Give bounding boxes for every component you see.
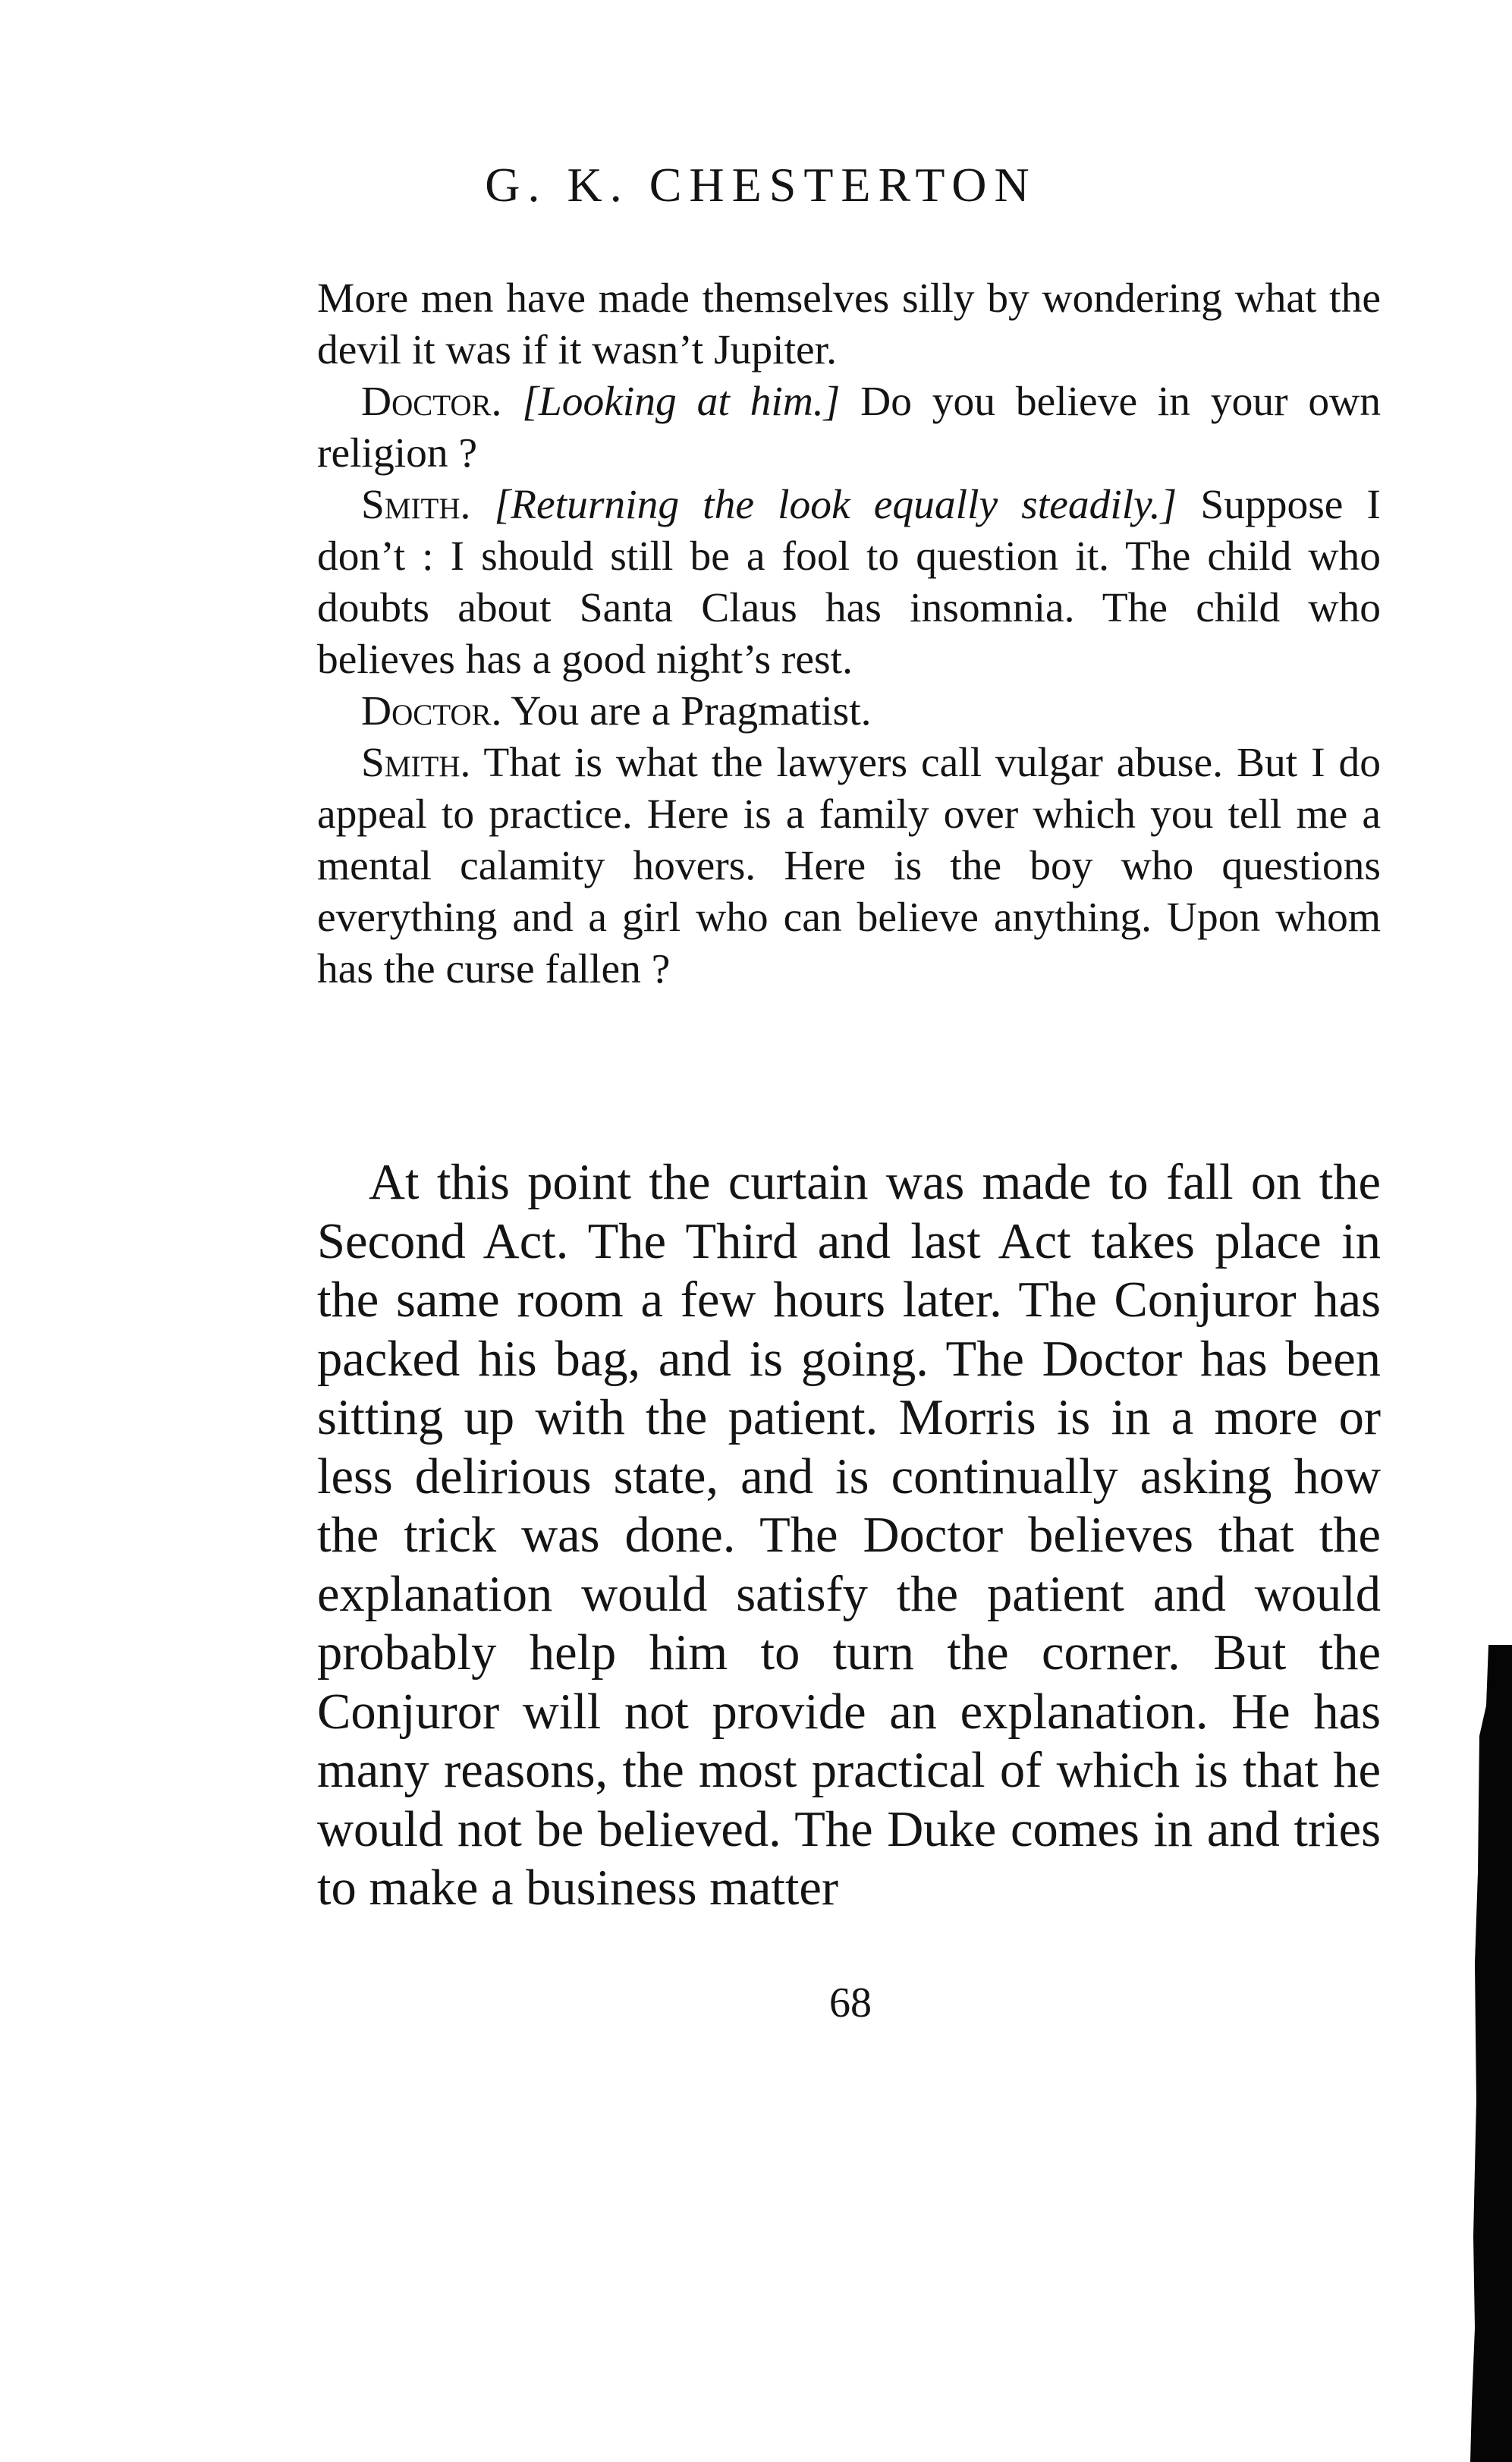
dialogue-block [317,273,1381,995]
speaker-name: Doctor. [361,379,502,425]
dialogue-text: Do you believe in your own religion ? [317,379,1382,476]
dialogue-text: That is what the lawyers call vulgar abuse. But I do appeal to practice. Here is a family over which you tell me a mental calamity hovers. Here is the boy who questions everything and a girl who can believe anything. Upon whom has the curse fallen ? [317,740,1381,992]
scanned-page-edge [1458,1645,1512,2462]
dialogue-text: You are a Pragmatist. [501,688,872,734]
dialogue-line-smith [317,480,1381,686]
dialogue-continuation [317,273,1381,376]
page-number: 68 [829,1979,872,2027]
speaker-name: Smith. [361,740,471,786]
dialogue-line-doctor [317,686,1381,737]
summary-paragraph: At this point the curtain was made to fall on the Second Act. The Third and last Act takes place in the same room a few hours later. The Conjuror has packed his bag, and is going. The Doctor has been sitting up with the patient. Morris is in a more or less delirious state, and is continually asking how the trick was done. The Doctor believes that the explanation would satisfy the patient and would probably help him to turn the corner. But the Conjuror will not provide an explanation. He has many reasons, the most practical of which is that he would not be believed. The Duke comes in and tries to make a business matter [317,1155,1381,1916]
speaker-name: Doctor. [361,688,502,734]
dialogue-line-doctor [317,376,1381,480]
dialogue-line-smith [317,737,1381,995]
stage-direction: [Returning the look equally steadily.] [494,482,1177,528]
dialogue-text: More men have made themselves silly by wondering what the devil it was if it wasn’t Jupiter. [317,275,1381,373]
speaker-name: Smith. [361,482,471,528]
dialogue-text: Suppose I don’t : I should still be a fool to question it. The child who doubts about Santa Claus has insomnia. The child who believes has a good night’s rest. [317,482,1382,683]
act-summary [317,1153,1381,1918]
running-head: G. K. CHESTERTON [485,158,1037,212]
stage-direction: [Looking at him.] [522,379,841,425]
